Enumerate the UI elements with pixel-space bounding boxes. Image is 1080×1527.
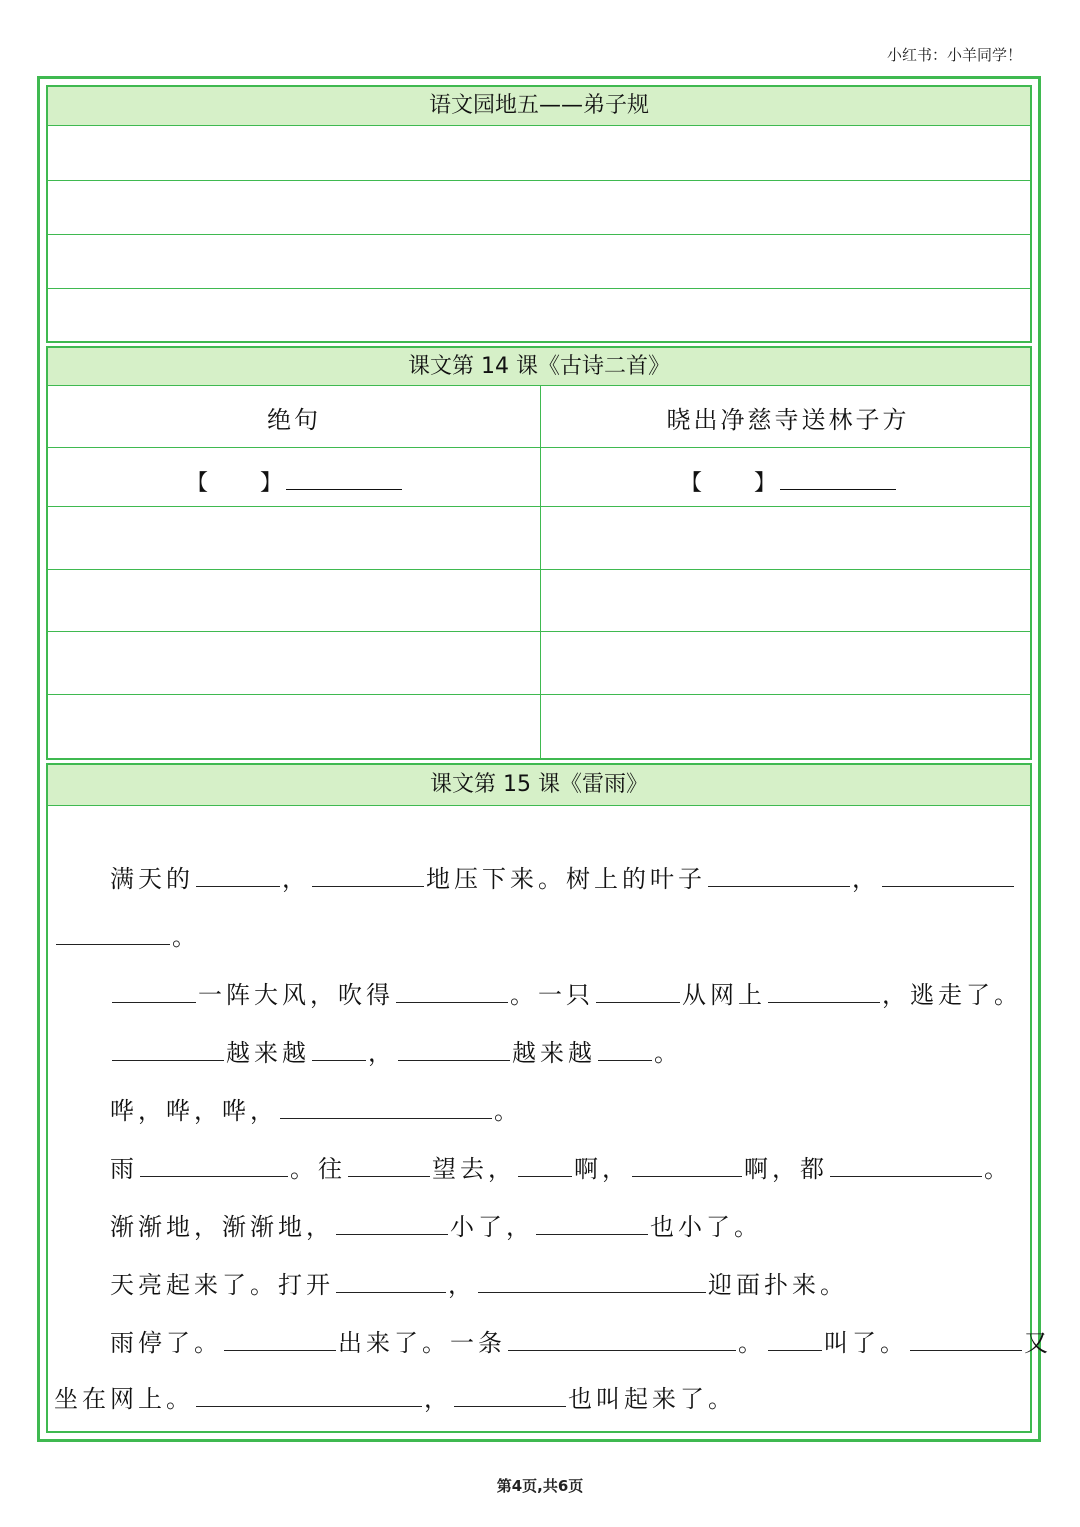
row-line: [48, 447, 1030, 448]
text-segment: 从网上: [682, 981, 766, 1009]
fill-line: [48, 917, 200, 952]
text-segment: 。: [984, 1155, 1012, 1183]
fill-line: [48, 1091, 522, 1126]
fill-blank[interactable]: [768, 976, 880, 1003]
fill-blank[interactable]: [478, 1266, 706, 1293]
text-segment: 满天的: [110, 865, 194, 893]
text-segment: 雨停了。: [110, 1329, 222, 1357]
fill-line: [48, 1149, 1012, 1184]
fill-blank[interactable]: [910, 1324, 1022, 1351]
text-segment: 又: [1024, 1329, 1052, 1357]
author-blank[interactable]: [286, 467, 402, 490]
fill-blank[interactable]: [348, 1150, 430, 1177]
row-line: [48, 506, 1030, 507]
text-segment: 天亮起来了。打开: [110, 1271, 334, 1299]
fill-blank[interactable]: [312, 1034, 366, 1061]
fill-line: [48, 1265, 848, 1300]
text-segment: 地压下来。树上的叶子: [426, 865, 706, 893]
fill-blank[interactable]: [830, 1150, 982, 1177]
text-segment: 啊，都: [744, 1155, 828, 1183]
text-segment: 小了，: [450, 1213, 534, 1241]
section-gushi: [46, 346, 1032, 760]
section-title: 课文第 14 课《古诗二首》: [48, 348, 1030, 386]
column-divider: [540, 386, 541, 760]
fill-blank[interactable]: [508, 1324, 736, 1351]
text-segment: ，: [424, 1385, 452, 1413]
fill-line: [48, 1379, 736, 1414]
fill-blank[interactable]: [598, 1034, 652, 1061]
fill-blank[interactable]: [312, 860, 424, 887]
bracket-close: 】: [754, 471, 777, 496]
text-segment: 坐在网上。: [54, 1385, 194, 1413]
text-segment: ，: [282, 865, 310, 893]
text-segment: ，: [448, 1271, 476, 1299]
text-segment: ，: [852, 865, 880, 893]
fill-blank[interactable]: [518, 1150, 572, 1177]
writing-line: [48, 234, 1030, 235]
text-segment: 。往: [290, 1155, 346, 1183]
section-dizigui: [46, 85, 1032, 343]
section-leiyu: [46, 763, 1052, 1433]
section-title: 语文园地五——弟子规: [48, 87, 1030, 126]
fill-blank[interactable]: [280, 1092, 492, 1119]
fill-blank[interactable]: [596, 976, 680, 1003]
writing-line: [48, 288, 1030, 289]
text-segment: 出来了。一条: [338, 1329, 506, 1357]
writing-line: [48, 180, 1030, 181]
text-segment: 也叫起来了。: [568, 1385, 736, 1413]
text-segment: 望去，: [432, 1155, 516, 1183]
fill-blank[interactable]: [336, 1208, 448, 1235]
fill-blank[interactable]: [398, 1034, 510, 1061]
text-segment: 。一只: [510, 981, 594, 1009]
fill-blank[interactable]: [882, 860, 1014, 887]
text-segment: 。: [172, 923, 200, 951]
poem-author-field: [542, 466, 1034, 497]
poem-author-field: [48, 466, 540, 497]
worksheet-frame: [37, 76, 1052, 1442]
text-segment: 一阵大风，吹得: [198, 981, 394, 1009]
text-segment: 叫了。: [824, 1329, 908, 1357]
fill-blank[interactable]: [336, 1266, 446, 1293]
fill-blank[interactable]: [708, 860, 850, 887]
bracket-close: 】: [260, 471, 283, 496]
fill-line: [48, 859, 1016, 894]
bracket-open: 【: [679, 471, 702, 496]
writing-line: [48, 631, 1030, 632]
text-segment: 啊，: [574, 1155, 630, 1183]
fill-blank[interactable]: [56, 918, 170, 945]
text-segment: 哗，哗，哗，: [110, 1097, 278, 1125]
fill-blank[interactable]: [224, 1324, 336, 1351]
writing-line: [48, 569, 1030, 570]
text-segment: 越来越: [226, 1039, 310, 1067]
fill-blank[interactable]: [112, 976, 196, 1003]
fill-blank[interactable]: [196, 1380, 422, 1407]
text-segment: 渐渐地，渐渐地，: [110, 1213, 334, 1241]
bracket-open: 【: [185, 471, 208, 496]
fill-blank[interactable]: [396, 976, 508, 1003]
author-blank[interactable]: [780, 467, 896, 490]
fill-blank[interactable]: [112, 1034, 224, 1061]
poem-title: 绝句: [267, 406, 321, 434]
text-segment: 迎面扑来。: [708, 1271, 848, 1299]
fill-blank[interactable]: [196, 860, 280, 887]
fill-blank[interactable]: [454, 1380, 566, 1407]
text-segment: 。: [494, 1097, 522, 1125]
text-segment: ，逃走了。: [882, 981, 1022, 1009]
text-segment: 。: [654, 1039, 682, 1067]
text-segment: 也小了。: [650, 1213, 762, 1241]
watermark-text: 小红书：小羊同学！: [886, 46, 1022, 64]
page-number: 第4页,共6页: [496, 1477, 584, 1495]
text-segment: 越来越: [512, 1039, 596, 1067]
fill-line: [48, 1323, 1052, 1358]
fill-blank[interactable]: [140, 1150, 288, 1177]
fill-line: [48, 1033, 682, 1068]
fill-line: [48, 975, 1022, 1010]
fill-line: [48, 1207, 762, 1242]
fill-blank[interactable]: [536, 1208, 648, 1235]
fill-blank[interactable]: [768, 1324, 822, 1351]
text-segment: ，: [368, 1039, 396, 1067]
fill-blank[interactable]: [632, 1150, 742, 1177]
text-segment: 雨: [110, 1155, 138, 1183]
writing-line: [48, 694, 1030, 695]
section-title: 课文第 15 课《雷雨》: [48, 765, 1030, 806]
poem-title: 晓出净慈寺送林子方: [666, 406, 910, 434]
text-segment: 。: [738, 1329, 766, 1357]
